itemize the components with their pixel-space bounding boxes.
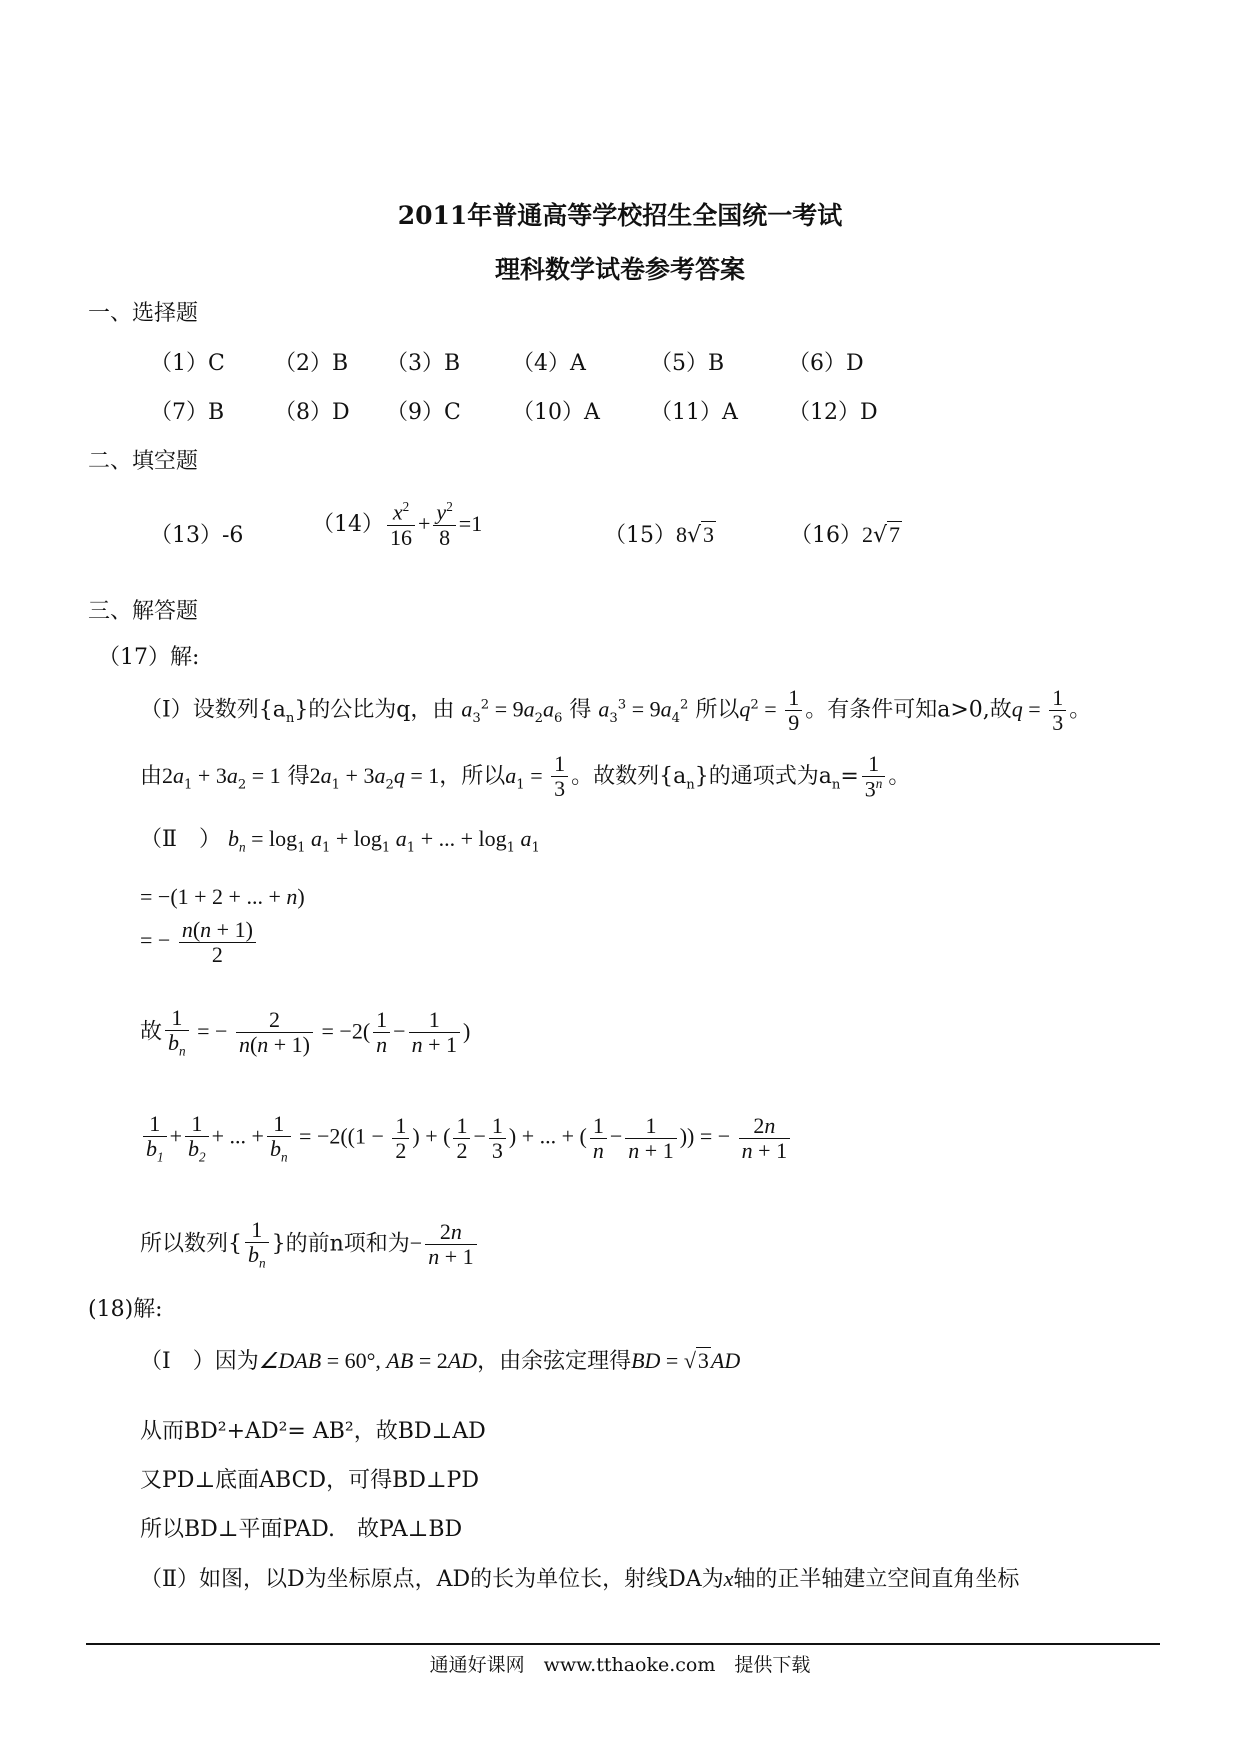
page-subtitle: 理科数学试卷参考答案 [494, 255, 745, 284]
section-heading-solution: 三、解答题 [88, 599, 199, 624]
section-heading-fill: 二、填空题 [88, 449, 199, 474]
answer-14: （14） $\frac{x^2}{16}$ + $\frac{y^2}{8}$ =1 [312, 499, 483, 550]
answer-item: （7）B [150, 400, 225, 425]
section-heading-choice: 一、选择题 [88, 301, 199, 326]
problem-18-part1: （Ⅰ ）因为∠DAB = 60°, AB = 2AD，由余弦定理得BD = √3AD [140, 1348, 741, 1374]
footer-divider [86, 1643, 1160, 1645]
sqrt-icon: √3 [687, 522, 715, 548]
answer-16: （16）2√7 [790, 522, 901, 548]
answer-13: （13）-6 [150, 523, 244, 548]
answer-item: （2）B [274, 351, 349, 376]
problem-17-conclusion: 所以数列{ $\frac{1}{b_n}$ }的前n项和为− $\frac{2n}{n + 1}$ [140, 1218, 480, 1271]
fraction: $\frac{x^2}{16}$ [387, 500, 415, 550]
answer-15: （15）8√3 [604, 522, 715, 548]
equation-line: $\frac{1}{b_1}$ + $\frac{1}{b_2}$ + ... + $\frac{1}{b_n}$ = −2((1 − $\frac{1}{2}$ ) + ( $\frac{1}{2}$ − $\frac{1}{3}$ ) + ... + ( $\frac{1}{n}$ − $\frac{1}{n + 1}$ )) = − $\frac{2n}{n + 1}$ [140, 1112, 793, 1165]
answer-item: （5）B [650, 351, 725, 376]
problem-17-part1: （Ⅰ）设数列$\{a_n\}$的公比为q，由 $a_3^2 = 9a_2a_6$ 得 $a_3^3 = 9a_4^2$ 所以$q^2$ = $\frac{1}{9}$ 。有条件可知a>0,故q = $\frac{1}{3}$ 。 [140, 685, 1092, 736]
problem-17-part2: （Ⅱ ） $b_n = \log_1 a_1 + \log_1 a_1$ + ... + $\log_1 a_1$ [140, 826, 540, 856]
footer-text: 通通好课网 www.tthaoke.com 提供下载 [429, 1654, 811, 1676]
problem-18-part2: （Ⅱ）如图，以D为坐标原点，AD的长为单位长，射线DA为x轴的正半轴建立空间直角坐标 [140, 1566, 1020, 1592]
sqrt-icon: √7 [873, 522, 901, 548]
answer-item: （8）D [274, 400, 350, 425]
fraction: $\frac{y^2}{8}$ [433, 500, 455, 550]
problem-17-label: （17）解: [98, 645, 200, 670]
answer-item: （9）C [386, 400, 461, 425]
answer-14-label: （14） [312, 511, 384, 537]
answer-item: （12）D [788, 400, 878, 425]
problem-18-label: (18)解: [88, 1297, 163, 1322]
problem-18-line: 所以BD⊥平面PAD. 故PA⊥BD [140, 1517, 463, 1542]
problem-18-line: 从而BD²+AD²= AB²，故BD⊥AD [140, 1419, 486, 1444]
page-title: 2011年普通高等学校招生全国统一考试 [397, 201, 843, 230]
answer-item: （3）B [386, 351, 461, 376]
answer-item: （6）D [788, 351, 864, 376]
answer-item: （10）A [512, 400, 600, 425]
answer-item: （4）A [512, 351, 586, 376]
equation-line: = −(1 + 2 + ... + n) [140, 884, 305, 909]
answer-item: （1）C [150, 351, 225, 376]
answer-item: （11）A [650, 400, 738, 425]
problem-18-line: 又PD⊥底面ABCD，可得BD⊥PD [140, 1468, 480, 1493]
equation-line: 故 $\frac{1}{b_n}$ = − $\frac{2}{n(n + 1)}$ = −2( $\frac{1}{n}$ − $\frac{1}{n + 1}$ ) [140, 1005, 471, 1059]
equation-line: = − $\frac{n(n + 1)}{2}$ [140, 918, 259, 967]
problem-17-part1-line2: 由$2a_1 + 3a_2 = 1$ 得$2a_1 + 3a_2q = 1$，所以$a_1$ = $\frac{1}{3}$ 。故数列$\{a_n\}$的通项式为$a_n=$ $\frac{1}{3^n}$ 。 [140, 751, 911, 802]
